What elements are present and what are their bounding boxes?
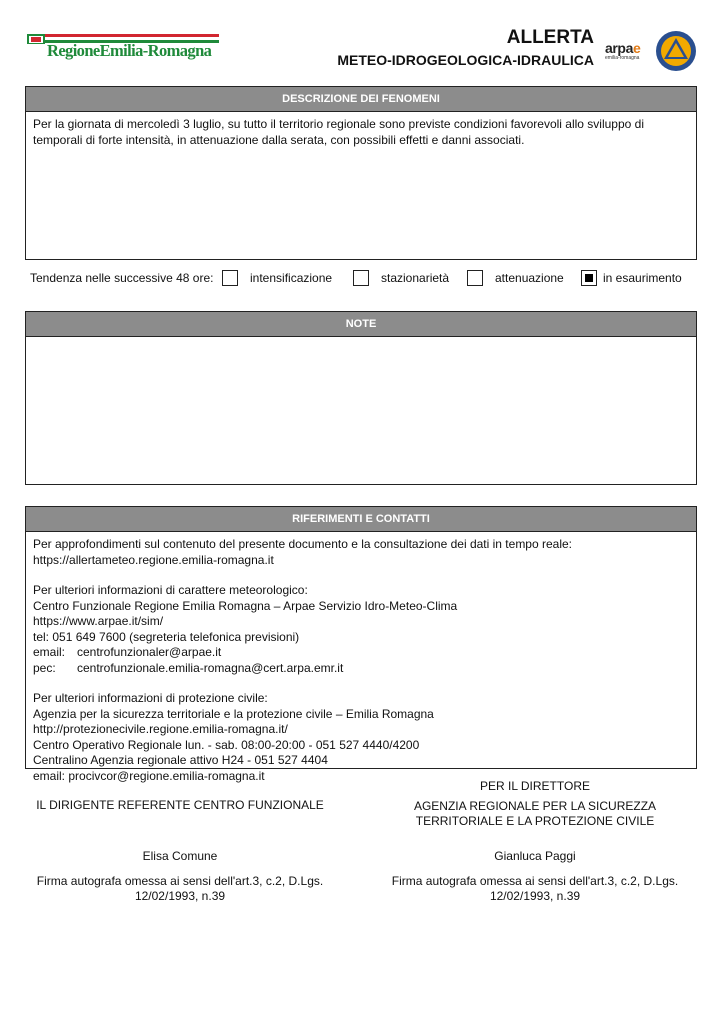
arpae-logo-word: arpae bbox=[605, 40, 641, 56]
pec-label: pec: bbox=[33, 660, 56, 675]
pc-cor-hours: Centro Operativo Regionale lun. - sab. 08:00-20:00 - 051 527 4440/4200 bbox=[33, 737, 420, 752]
note-section bbox=[25, 311, 697, 485]
signature-note bbox=[20, 874, 340, 904]
checkbox-in-esaurimento[interactable] bbox=[581, 270, 597, 286]
note-content bbox=[26, 337, 696, 347]
pc-contacts bbox=[33, 691, 689, 784]
fenomeni-text bbox=[26, 112, 696, 153]
checkbox-intensificazione[interactable] bbox=[222, 270, 238, 286]
fenomeni-section bbox=[25, 86, 697, 260]
pc-centralino: Centralino Agenzia regionale attivo H24 - 051 527 4404 bbox=[33, 753, 328, 767]
signature-role: TERRITORIALE E LA PROTEZIONE CIVILE bbox=[415, 814, 655, 828]
riferimenti-header: RIFERIMENTI E CONTATTI bbox=[26, 507, 696, 532]
protezionecivile-link[interactable]: http://protezionecivile.regione.emilia-romagna.it/ bbox=[33, 722, 288, 736]
intro-paragraph bbox=[33, 537, 689, 568]
signature-note-line: Firma autografa omessa ai sensi dell'art.3, c.2, D.Lgs. bbox=[391, 874, 679, 888]
document-title: ALLERTA bbox=[506, 27, 594, 48]
checkbox-attenuazione[interactable] bbox=[467, 270, 483, 286]
protezione-civile-icon bbox=[655, 30, 697, 72]
meteo-title: Per ulteriori informazioni di carattere meteorologico: bbox=[33, 583, 308, 597]
signature-note bbox=[370, 874, 700, 904]
signature-note-line: 12/02/1993, n.39 bbox=[489, 889, 581, 903]
signature-name: Gianluca Paggi bbox=[494, 849, 576, 863]
meteo-email-link[interactable]: centrofunzionaler@arpae.it bbox=[77, 645, 222, 659]
meteo-org: Centro Funzionale Regione Emilia Romagna – Arpae Servizio Idro-Meteo-Clima bbox=[33, 598, 458, 613]
regione-emilia-romagna-logo bbox=[27, 34, 219, 62]
signature-right bbox=[370, 799, 700, 829]
meteo-phone: tel: 051 649 7600 (segreteria telefonica previsioni) bbox=[33, 629, 300, 644]
arpae-sim-link[interactable]: https://www.arpae.it/sim/ bbox=[33, 614, 164, 628]
meteo-pec-row bbox=[33, 661, 689, 677]
tendency-label: Tendenza nelle successive 48 ore: bbox=[30, 271, 214, 285]
arpae-logo bbox=[605, 40, 653, 66]
arpae-logo-sub: emilia-romagna bbox=[605, 55, 640, 61]
document-subtitle: METEO-IDROGEOLOGICA-IDRAULICA bbox=[337, 52, 594, 68]
fenomeni-header: DESCRIZIONE DEI FENOMENI bbox=[26, 87, 696, 112]
fenomeni-line: temporali di forte intensità, in attenuazione dalla serata, con possibili effetti e danni associati. bbox=[33, 132, 525, 147]
checkbox-stazionarieta[interactable] bbox=[353, 270, 369, 286]
signature-note-line: Firma autografa omessa ai sensi dell'art.3, c.2, D.Lgs. bbox=[36, 874, 324, 888]
tendency-option-label: stazionarietà bbox=[381, 271, 450, 285]
tendency-option-label: intensificazione bbox=[250, 271, 333, 285]
note-header: NOTE bbox=[26, 312, 696, 337]
meteo-pec-link[interactable]: centrofunzionale.emilia-romagna@cert.arpa.emr.it bbox=[77, 660, 344, 675]
pc-email[interactable]: email: procivcor@regione.emilia-romagna.it bbox=[33, 768, 265, 783]
signature-role: IL DIRIGENTE REFERENTE CENTRO FUNZIONALE bbox=[36, 798, 324, 812]
region-logo-text: RegioneEmilia-Romagna bbox=[47, 41, 212, 60]
tendency-option-label: in esaurimento bbox=[603, 271, 682, 285]
signature-role: AGENZIA REGIONALE PER LA SICUREZZA bbox=[413, 799, 657, 813]
signature-left bbox=[20, 798, 340, 813]
signature-right-prerole: PER IL DIRETTORE bbox=[479, 779, 591, 793]
fenomeni-line: Per la giornata di mercoledì 3 luglio, su tutto il territorio regionale sono previste condizioni favorevoli allo sviluppo di bbox=[33, 117, 644, 131]
pc-title: Per ulteriori informazioni di protezione civile: bbox=[33, 691, 268, 705]
signature-name: Elisa Comune bbox=[142, 849, 218, 863]
riferimenti-section bbox=[25, 506, 697, 783]
tendency-option-label: attenuazione bbox=[495, 271, 564, 285]
signature-note-line: 12/02/1993, n.39 bbox=[134, 889, 226, 903]
pc-org: Agenzia per la sicurezza territoriale e la protezione civile – Emilia Romagna bbox=[33, 706, 434, 721]
allertameteo-link[interactable]: https://allertameteo.regione.emilia-romagna.it bbox=[33, 552, 274, 567]
intro-text: Per approfondimenti sul contenuto del presente documento e la consultazione dei dati in tempo reale: bbox=[33, 537, 573, 551]
email-label: email: bbox=[33, 645, 66, 659]
meteo-contacts bbox=[33, 583, 689, 676]
meteo-email-row bbox=[33, 645, 689, 661]
riferimenti-content bbox=[26, 532, 696, 804]
